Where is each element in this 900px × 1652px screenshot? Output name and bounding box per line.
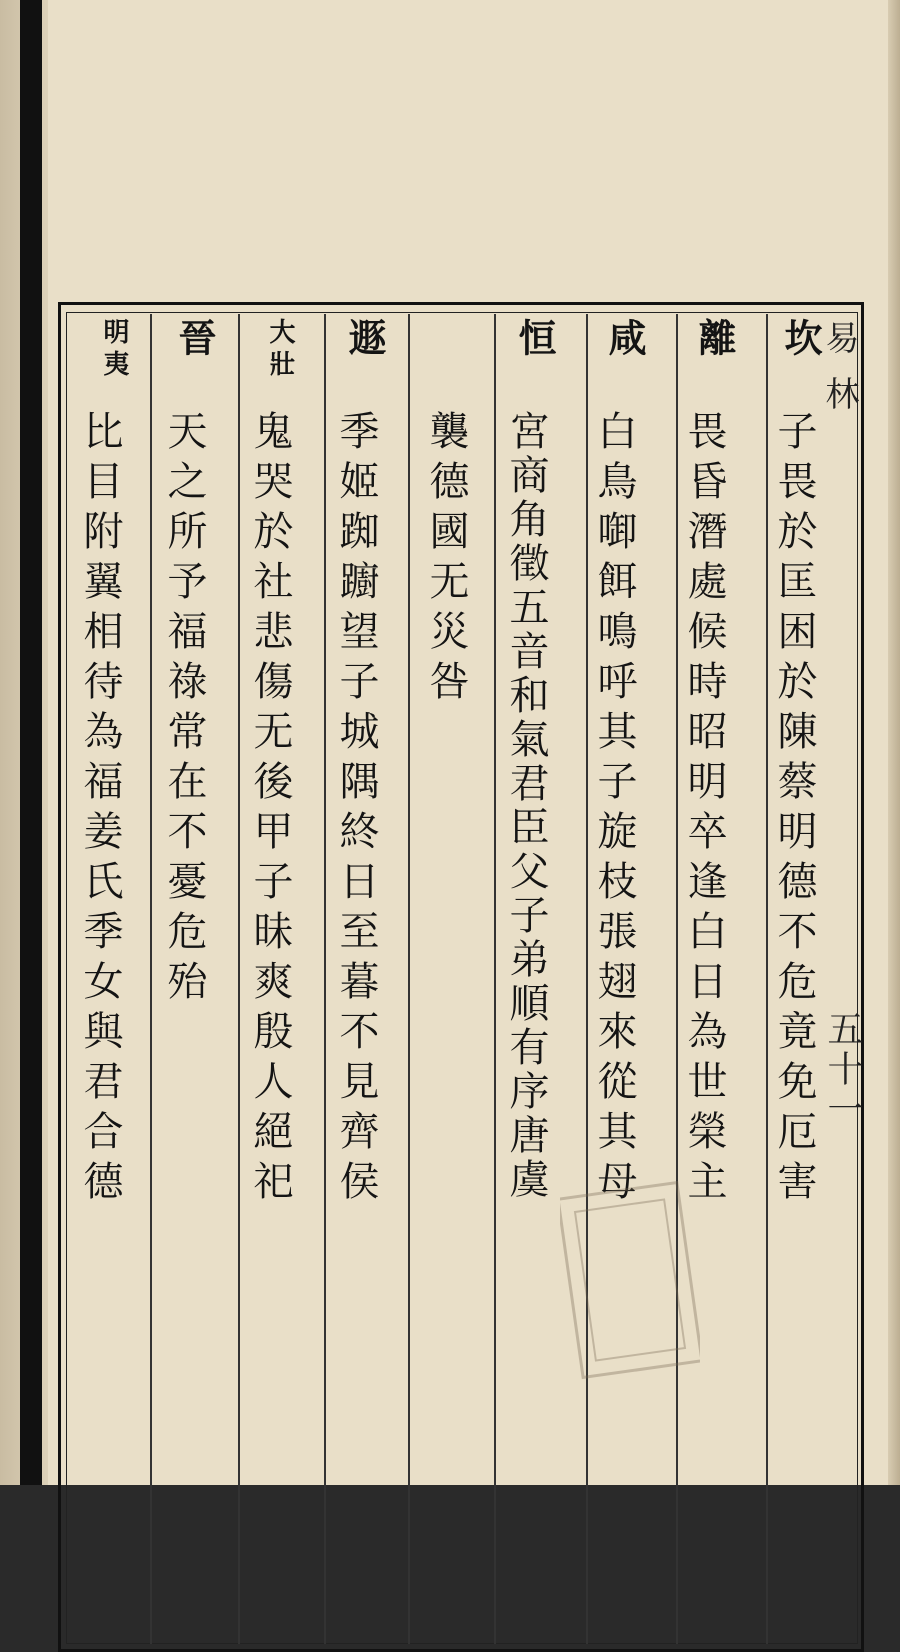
hexagram-heading: 坎 <box>778 318 823 360</box>
folio-number: 五十一 <box>822 1010 863 1130</box>
hexagram-heading: 明夷 <box>99 318 129 382</box>
margin-title: 易林 <box>819 320 859 432</box>
hexagram-heading: 大壯 <box>265 318 295 382</box>
column-rule <box>408 314 410 1644</box>
hexagram-heading: 遯 <box>342 318 387 360</box>
column-text: 白鳥啣餌鳴呼其子旋枝張翅來從其母 <box>591 410 637 1210</box>
seal-stamp-impression <box>560 1180 700 1380</box>
hexagram-heading: 恒 <box>512 318 557 360</box>
column-text: 畏昏潛處候時昭明卒逢白日為世榮主 <box>681 410 727 1210</box>
column-text: 天之所予福祿常在不憂危殆 <box>161 410 207 1010</box>
column-text: 鬼哭於社悲傷无後甲子昧爽殷人絕祀 <box>247 410 293 1210</box>
hexagram-heading: 咸 <box>602 318 647 360</box>
page-right-edge <box>888 0 900 1485</box>
binding-gutter <box>20 0 42 1485</box>
hexagram-heading: 離 <box>692 318 737 360</box>
column-text: 季姬踟躕望子城隅終日至暮不見齊侯 <box>333 410 379 1210</box>
hexagram-heading: 晉 <box>172 318 217 360</box>
column-text: 宮商角徵五音和氣君臣父子弟順有序唐虞 <box>503 410 549 1202</box>
column-text-continuation: 襲德國无災咎 <box>423 410 469 710</box>
column-text: 子畏於匡困於陳蔡明德不危竟免厄害 <box>771 410 817 1210</box>
column-text: 比目附翼相待為福姜氏季女與君合德 <box>77 410 123 1210</box>
